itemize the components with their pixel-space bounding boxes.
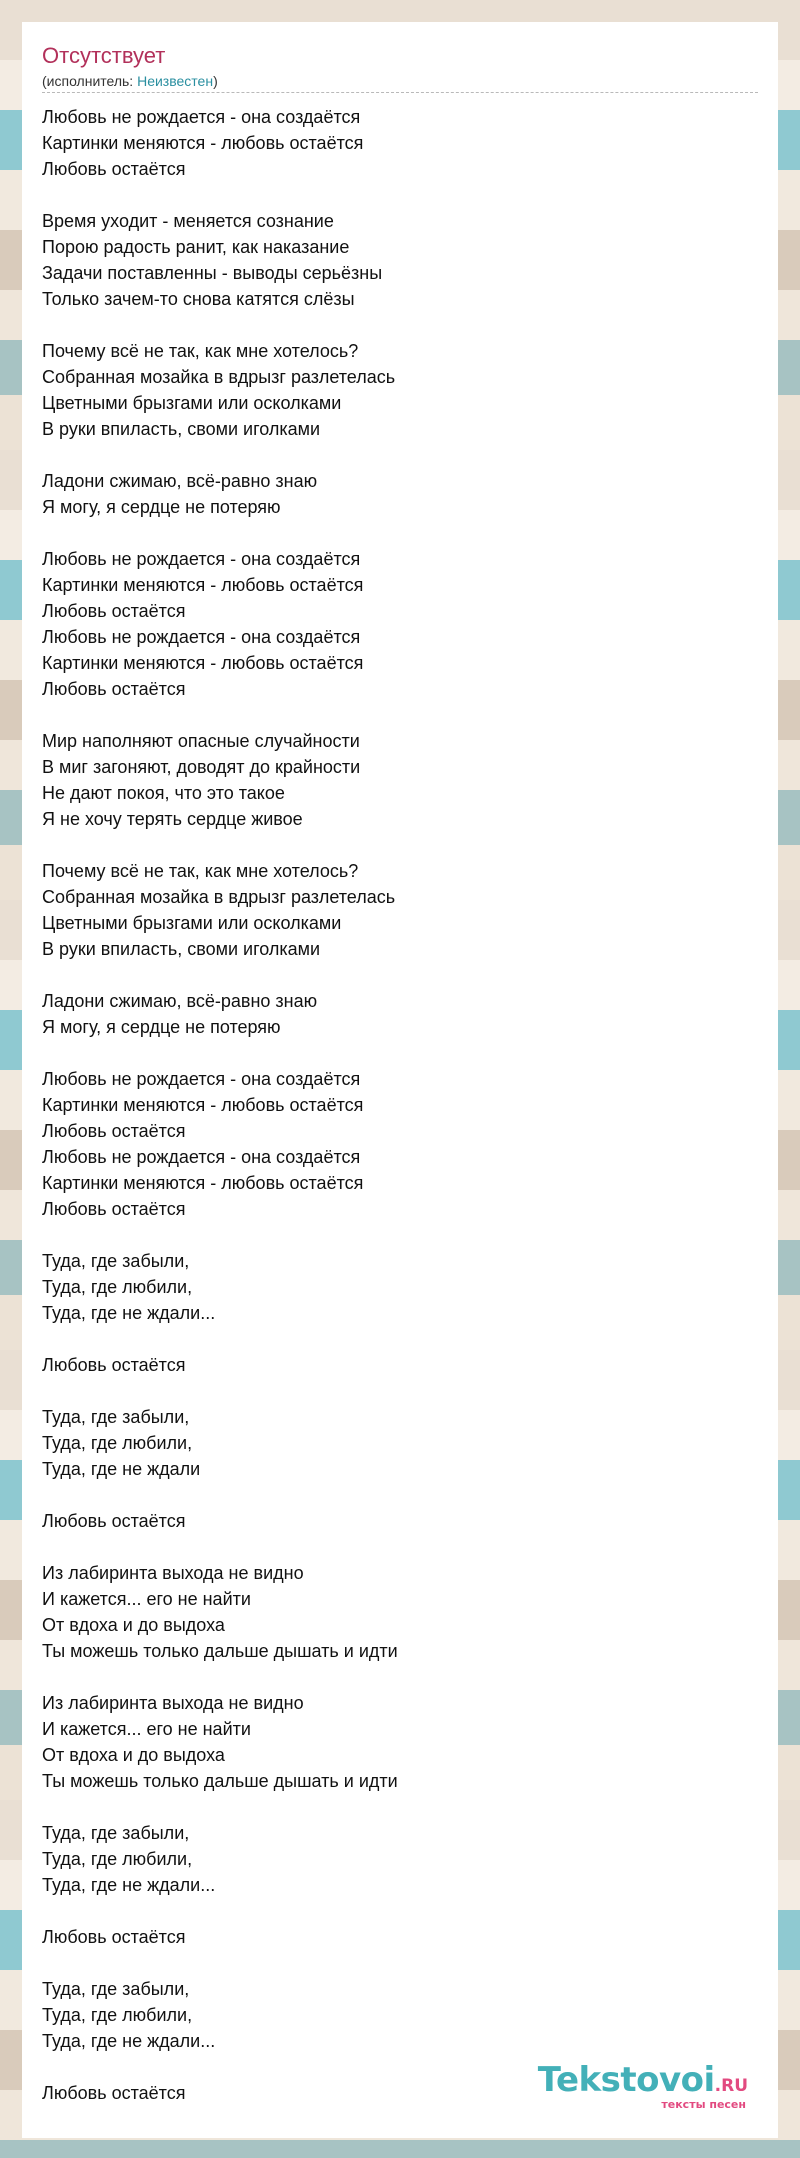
logo-tld-text: .RU: [714, 2076, 748, 2096]
song-title: Отсутствует: [42, 43, 166, 68]
artist-suffix: ): [213, 73, 218, 89]
artist-link[interactable]: Неизвестен: [137, 73, 214, 89]
lyrics-text: Любовь не рождается - она создаётся Картинки меняются - любовь остаётся Любовь остаётся Время уходит - меняется сознание Порою радость ранит, как наказание Задачи поставленны - выводы серьёзны Только зачем-то снова катятся слёзы Почему всё не так, как мне хотелось? Собранная мозайка в вдрызг разлетелась Цветными брызгами или осколками В руки впиласть, своми иголками Ладони сжимаю, всё-равно знаю Я могу, я сердце не потеряю Любовь не рождается - она создаётся Картинки меняются - любовь остаётся Любовь остаётся Любовь не рождается - она создаётся Картинки меняются - любовь остаётся Любовь остаётся Мир наполняют опасные случайности В миг загоняют, доводят до крайности Не дают покоя, что это такое Я не хочу терять сердце живое Почему всё не так, как мне хотелось? Собранная мозайка в вдрызг разлетелась Цветными брызгами или осколками В руки впиласть, своми иголками Ладони сжимаю, всё-равно знаю Я могу, я сердце не потеряю Любовь не рождается - она создаётся Картинки меняются - любовь остаётся Любовь остаётся Любовь не рождается - она создаётся Картинки меняются - любовь остаётся Любовь остаётся Туда, где забыли, Туда, где любили, Туда, где не ждали... Любовь остаётся Туда, где забыли, Туда, где любили, Туда, где не ждали Любовь остаётся Из лабиринта выхода не видно И кажется... его не найти От вдоха и до выдоха Ты можешь только дальше дышать и идти Из лабиринта выхода не видно И кажется... его не найти От вдоха и до выдоха Ты можешь только дальше дышать и идти Туда, где забыли, Туда, где любили, Туда, где не ждали... Любовь остаётся Туда, где забыли, Туда, где любили, Туда, где не ждали... Любовь остаётся: [42, 107, 398, 2103]
artist-prefix: (исполнитель:: [42, 73, 138, 89]
site-logo[interactable]: [537, 2060, 748, 2111]
logo-tagline: тексты песен: [661, 2098, 746, 2111]
artist-line: [42, 72, 218, 90]
logo-main-text: Tekstovoi: [537, 2060, 715, 2100]
title-divider: [42, 92, 758, 93]
lyrics-card: [22, 22, 778, 2138]
